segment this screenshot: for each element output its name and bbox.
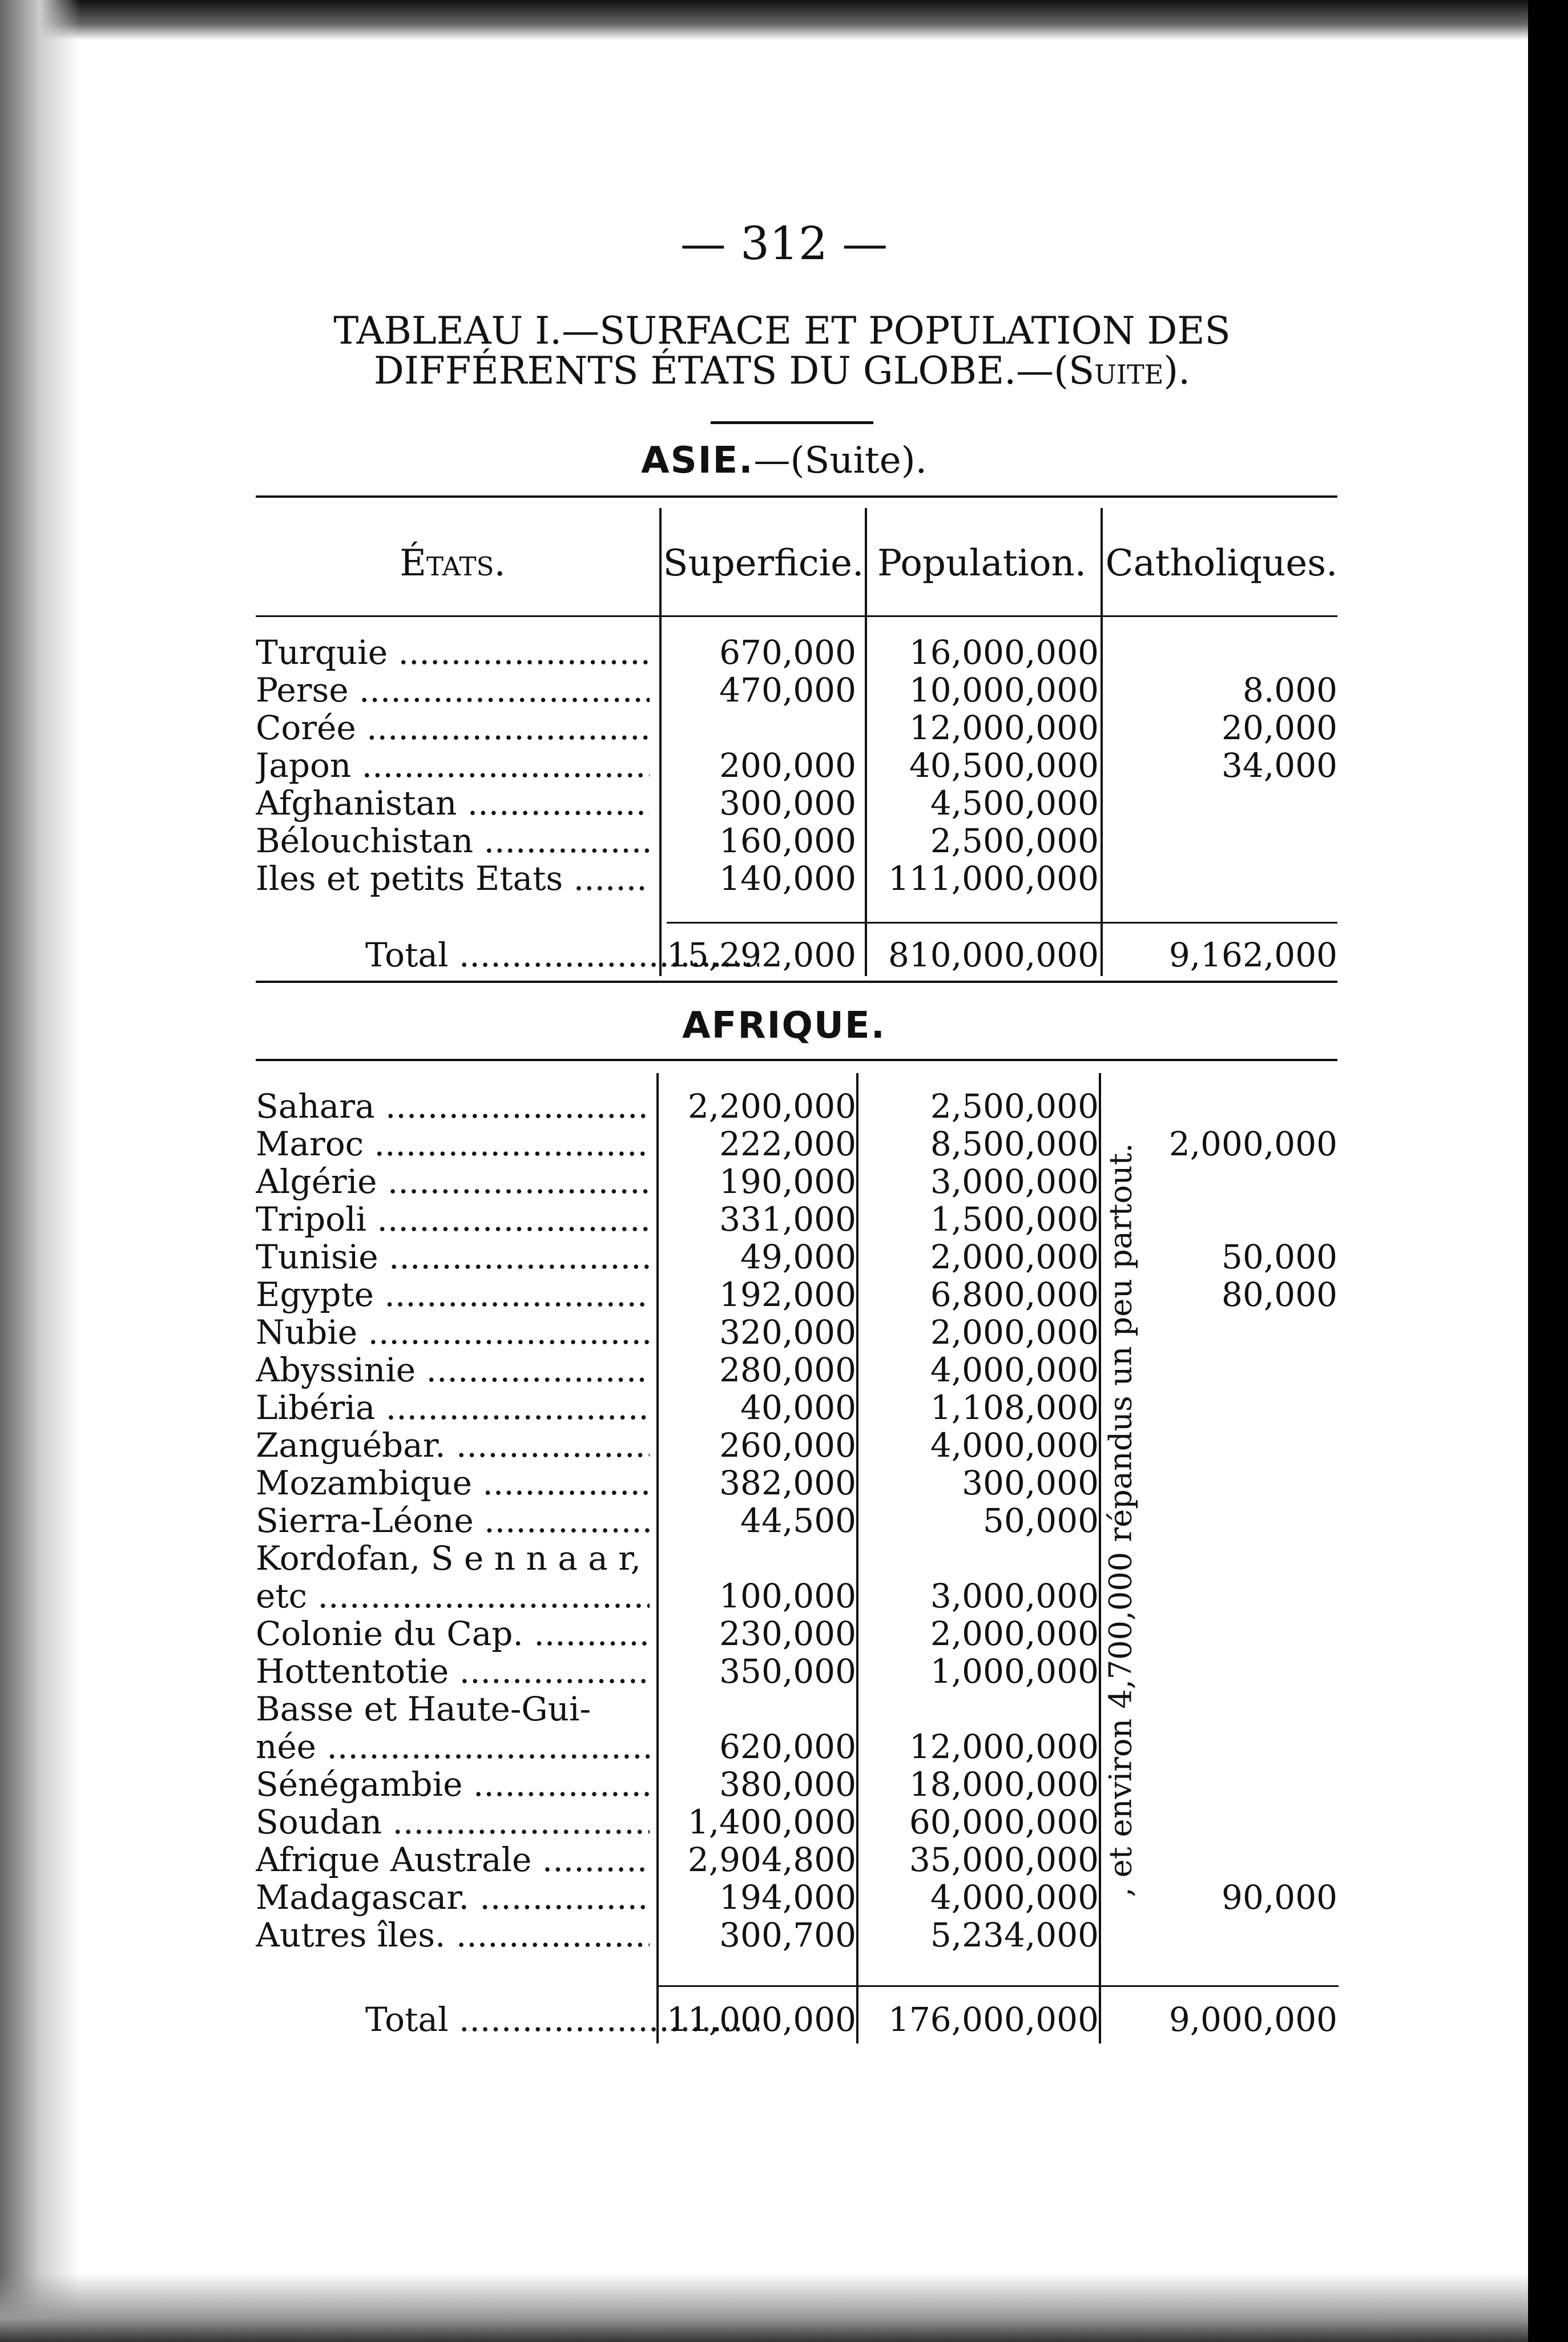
scan-bottom-edge: [0, 2274, 1568, 2342]
state-name: Perse .....: [256, 671, 650, 709]
superficie-value: 380,000: [719, 1765, 856, 1804]
state-name: Basse et Haute-Gui-: [256, 1690, 591, 1728]
population-value: 176,000,000: [888, 2000, 1099, 2039]
population-value: 12,000,000: [909, 708, 1099, 747]
scan-left-edge: [0, 0, 80, 2342]
superficie-value: 620,000: [719, 1727, 856, 1766]
table-row: [256, 1577, 1337, 1615]
table-row: [256, 936, 1337, 974]
table-row: [256, 1765, 1337, 1803]
scan-right-edge: [1528, 0, 1568, 2342]
table-row: [256, 1502, 1337, 1539]
vertical-note: [1102, 1087, 1138, 1952]
population-value: 300,000: [962, 1464, 1099, 1502]
superficie-value: 11,000,000: [666, 2000, 856, 2039]
catholiques-value: 20,000: [1222, 708, 1337, 747]
superficie-value: 670,000: [719, 633, 856, 672]
state-name: Autres îles. .....: [256, 1916, 650, 1954]
title-end: ).: [1163, 349, 1191, 393]
afrique-column-divider: [856, 1073, 858, 2043]
population-value: 4,000,000: [930, 1426, 1099, 1465]
vertical-note-text: , et environ 4,700,000 répandus un peu partout.: [1102, 1142, 1138, 1897]
population-value: 35,000,000: [909, 1840, 1099, 1879]
state-name: Kordofan, S e n n a a r,: [256, 1539, 642, 1577]
state-name: Afghanistan .....: [256, 784, 650, 822]
superficie-value: 230,000: [719, 1614, 856, 1653]
page-number: — 312 —: [680, 217, 888, 270]
state-name: Japon .....: [256, 747, 650, 784]
table-row: [256, 1539, 1337, 1577]
asie-total-rule: [256, 981, 1337, 983]
population-value: 3,000,000: [930, 1577, 1099, 1615]
afrique-top-rule: [256, 1059, 1337, 1061]
table-row: [256, 1916, 1337, 1954]
superficie-value: 200,000: [719, 746, 856, 785]
population-value: 111,000,000: [888, 859, 1099, 898]
catholiques-value: 80,000: [1222, 1275, 1337, 1314]
table-row: [256, 1464, 1337, 1502]
state-name: Algérie .....: [256, 1163, 650, 1200]
table-row: [256, 1841, 1337, 1879]
table-row: [256, 1313, 1337, 1351]
superficie-value: 222,000: [719, 1124, 856, 1163]
table-row: [256, 1652, 1337, 1690]
title-line-2: [217, 351, 1347, 391]
population-value: 10,000,000: [909, 671, 1099, 710]
section-asie-heading: [0, 440, 1568, 482]
superficie-value: 320,000: [719, 1313, 856, 1352]
population-value: 4,500,000: [930, 784, 1099, 823]
superficie-value: 100,000: [719, 1577, 856, 1615]
table-row: [256, 2001, 1337, 2038]
superficie-value: 160,000: [719, 821, 856, 860]
table-row: [256, 1238, 1337, 1276]
scan-top-edge: [0, 0, 1568, 40]
afrique-heading: AFRIQUE.: [682, 1005, 886, 1047]
state-name: Corée .....: [256, 709, 650, 747]
table-row: [256, 860, 1337, 897]
page-title: [217, 311, 1347, 391]
state-name: Hottentotie .....: [256, 1652, 650, 1690]
afrique-column-divider: [1099, 1073, 1101, 2043]
table-row: [256, 1389, 1337, 1426]
title-line-1: TABLEAU I.—SURFACE ET POPULATION DES: [333, 309, 1231, 353]
afrique-subtotal-rule: [656, 1985, 1339, 1987]
population-value: 3,000,000: [930, 1162, 1099, 1201]
state-name: Mozambique .....: [256, 1464, 650, 1502]
superficie-value: 194,000: [719, 1878, 856, 1917]
superficie-value: 350,000: [719, 1652, 856, 1691]
superficie-value: 192,000: [719, 1275, 856, 1314]
catholiques-value: 34,000: [1222, 746, 1337, 785]
table-row: [256, 1200, 1337, 1238]
section-afrique-heading: [0, 1005, 1568, 1047]
superficie-value: 44,500: [740, 1501, 856, 1540]
state-name: Bélouchistan .....: [256, 822, 650, 860]
table-row: [256, 822, 1337, 860]
table-row: [256, 1351, 1337, 1389]
superficie-value: 1,400,000: [687, 1803, 856, 1841]
superficie-value: 470,000: [719, 671, 856, 710]
state-name: Iles et petits Etats .....: [256, 860, 650, 897]
population-value: 2,500,000: [930, 821, 1099, 860]
population-value: 2,000,000: [930, 1237, 1099, 1276]
state-name: etc .....: [256, 1577, 650, 1615]
superficie-value: 15,292,000: [666, 936, 856, 974]
table-row: [256, 1728, 1337, 1765]
population-value: 1,000,000: [930, 1652, 1099, 1691]
column-header-catholiques: Catholiques.: [1105, 542, 1338, 585]
state-name: Zanguébar. .....: [256, 1426, 650, 1464]
population-value: 1,500,000: [930, 1200, 1099, 1239]
state-name: Total .....: [365, 936, 759, 974]
table-row: [256, 709, 1337, 747]
population-value: 5,234,000: [930, 1916, 1099, 1954]
catholiques-value: 50,000: [1222, 1237, 1337, 1276]
population-value: 4,000,000: [930, 1878, 1099, 1917]
superficie-value: 190,000: [719, 1162, 856, 1201]
state-name: Tunisie .....: [256, 1238, 650, 1276]
population-value: 8,500,000: [930, 1124, 1099, 1163]
table-top-rule: [256, 495, 1337, 498]
population-value: 18,000,000: [909, 1765, 1099, 1804]
state-name: Libéria .....: [256, 1389, 650, 1426]
catholiques-value: 9,000,000: [1168, 2000, 1337, 2039]
header-bottom-rule: [256, 615, 1337, 617]
state-name: Egypte .....: [256, 1276, 650, 1313]
column-header-superficie: Superficie.: [663, 542, 864, 585]
state-name: Nubie .....: [256, 1313, 650, 1351]
state-name: Turquie .....: [256, 634, 650, 671]
asie-heading-suffix: —(Suite).: [753, 440, 927, 482]
superficie-value: 300,000: [719, 784, 856, 823]
table-row: [256, 634, 1337, 671]
state-name: Sierra-Léone .....: [256, 1502, 650, 1539]
catholiques-value: 2,000,000: [1168, 1124, 1337, 1163]
title-line-2-text: DIFFÉRENTS ÉTATS DU GLOBE.—(: [373, 349, 1069, 393]
superficie-value: 2,904,800: [687, 1840, 856, 1879]
afrique-column-divider: [656, 1073, 659, 2043]
population-value: 4,000,000: [930, 1351, 1099, 1389]
state-name: Sénégambie .....: [256, 1765, 650, 1803]
table-row: [256, 1615, 1337, 1652]
table-row: [256, 747, 1337, 784]
state-name: Total .....: [365, 2001, 759, 2038]
superficie-value: 382,000: [719, 1464, 856, 1502]
population-value: 1,108,000: [930, 1388, 1099, 1427]
superficie-value: 140,000: [719, 859, 856, 898]
column-header-etats: États.: [400, 542, 506, 585]
population-value: 2,000,000: [930, 1313, 1099, 1352]
table-row: [256, 1087, 1337, 1125]
state-name: Soudan .....: [256, 1803, 650, 1841]
superficie-value: 49,000: [740, 1237, 856, 1276]
table-row: [256, 1803, 1337, 1841]
table-row: [256, 784, 1337, 822]
catholiques-value: 8.000: [1242, 671, 1337, 710]
population-value: 2,000,000: [930, 1614, 1099, 1653]
state-name: Madagascar. .....: [256, 1879, 650, 1916]
catholiques-value: 90,000: [1222, 1878, 1337, 1917]
superficie-value: 300,700: [719, 1916, 856, 1954]
asie-heading: ASIE.: [641, 440, 754, 482]
subtotal-rule: [667, 922, 1337, 924]
table-row: [256, 1879, 1337, 1916]
table-row: [256, 1125, 1337, 1163]
superficie-value: 280,000: [719, 1351, 856, 1389]
title-suite: Suite: [1068, 349, 1164, 393]
catholiques-value: 9,162,000: [1168, 936, 1337, 974]
table-row: [256, 671, 1337, 709]
population-value: 6,800,000: [930, 1275, 1099, 1314]
state-name: Tripoli .....: [256, 1200, 650, 1238]
population-value: 810,000,000: [888, 936, 1099, 974]
column-header-population: Population.: [877, 542, 1087, 585]
title-rule: [711, 421, 873, 424]
population-value: 16,000,000: [909, 633, 1099, 672]
state-name: Afrique Australe .....: [256, 1841, 650, 1879]
superficie-value: 40,000: [740, 1388, 856, 1427]
state-name: née .....: [256, 1728, 650, 1765]
state-name: Sahara .....: [256, 1087, 650, 1125]
population-value: 60,000,000: [909, 1803, 1099, 1841]
table-row: [256, 1276, 1337, 1313]
population-value: 2,500,000: [930, 1087, 1099, 1126]
superficie-value: 331,000: [719, 1200, 856, 1239]
population-value: 12,000,000: [909, 1727, 1099, 1766]
table-row: [256, 1426, 1337, 1464]
population-value: 40,500,000: [909, 746, 1099, 785]
table-row: [256, 1690, 1337, 1728]
state-name: Abyssinie .....: [256, 1351, 650, 1389]
state-name: Maroc .....: [256, 1125, 650, 1163]
population-value: 50,000: [983, 1501, 1099, 1540]
table-row: [256, 1163, 1337, 1200]
state-name: Colonie du Cap. .....: [256, 1615, 650, 1652]
superficie-value: 260,000: [719, 1426, 856, 1465]
superficie-value: 2,200,000: [687, 1087, 856, 1126]
